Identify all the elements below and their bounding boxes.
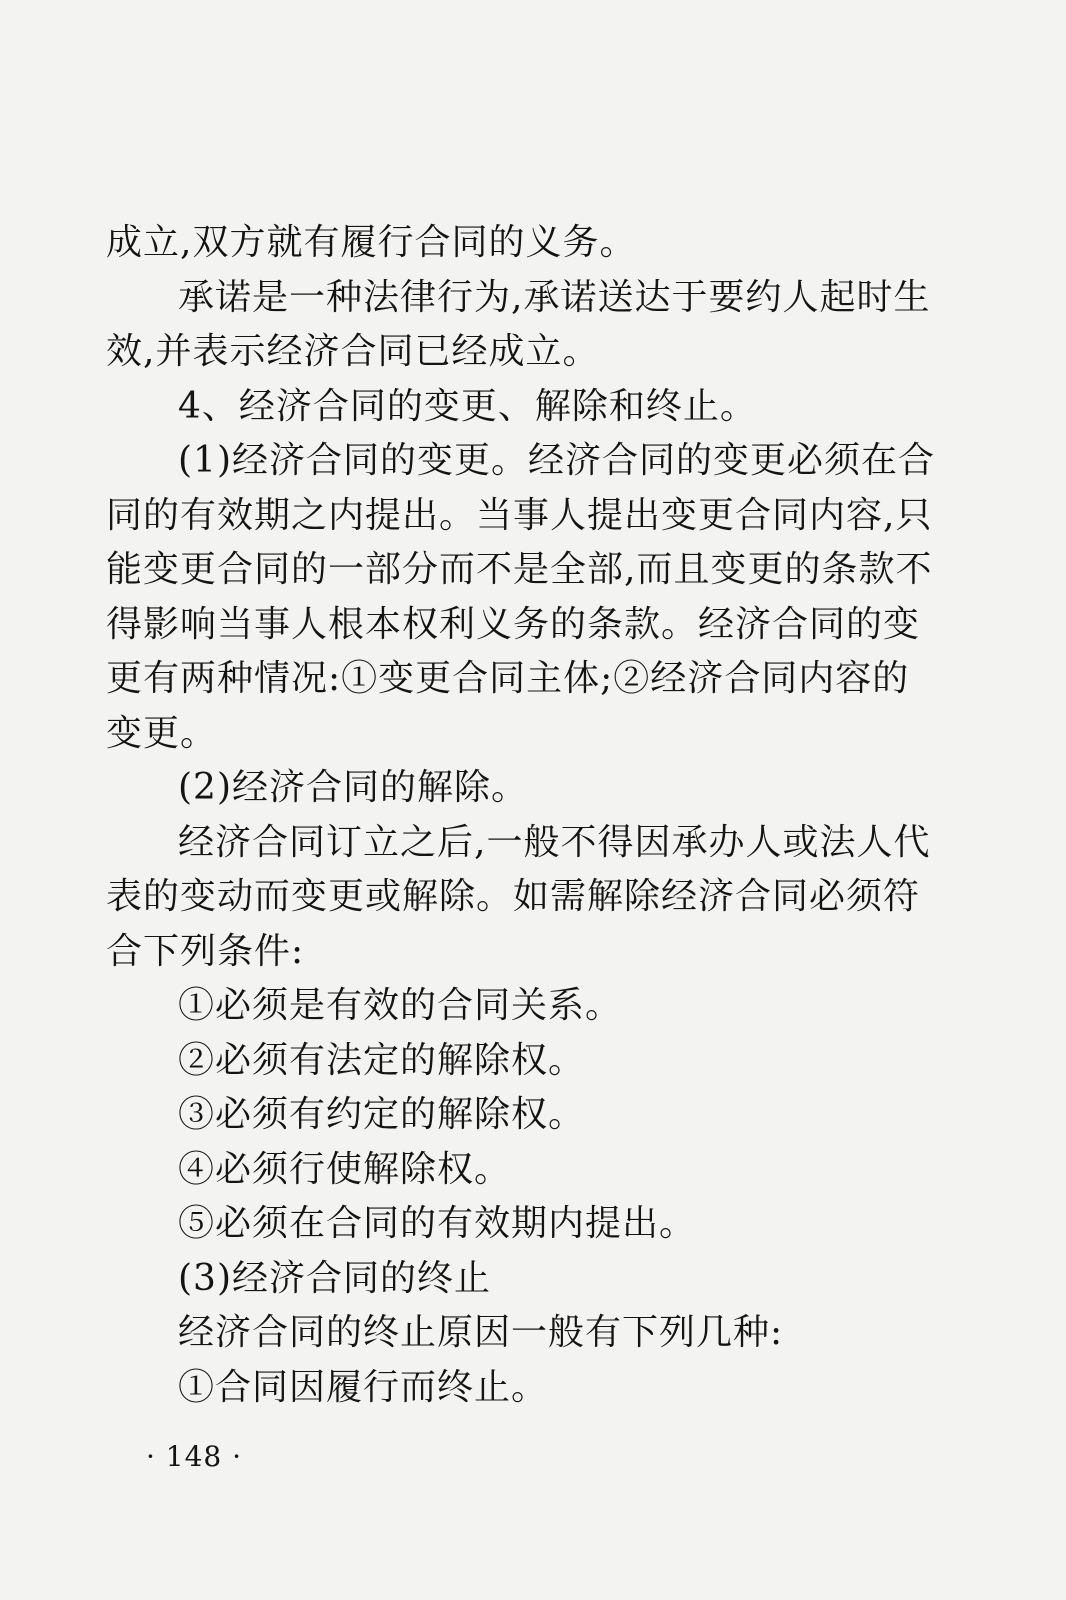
list-item: ①必须是有效的合同关系。	[178, 985, 623, 1026]
body-text	[106, 216, 936, 1415]
text-line: 效,并表示经济合同已经成立。	[106, 331, 600, 372]
subsection-heading: (1)经济合同的变更。经济合同的变更必须在合	[178, 440, 935, 481]
text-line: 同的有效期之内提出。当事人提出变更合同内容,只	[106, 494, 933, 536]
list-item: ⑤必须在合同的有效期内提出。	[178, 1203, 697, 1244]
list-item: ④必须行使解除权。	[178, 1148, 512, 1190]
list-item: ②必须有法定的解除权。	[178, 1039, 586, 1081]
subsection-heading: (2)经济合同的解除。	[178, 767, 528, 808]
text-line: 表的变动而变更或解除。如需解除经济合同必须符	[106, 876, 921, 917]
list-item: ①合同因履行而终止。	[178, 1366, 549, 1408]
subsection-heading: (3)经济合同的终止	[178, 1257, 491, 1299]
text-line: 承诺是一种法律行为,承诺送达于要约人起时生	[178, 276, 931, 318]
section-heading: 4、经济合同的变更、解除和终止。	[178, 385, 757, 427]
page-number: · 148 ·	[146, 1440, 243, 1473]
text-line: 合下列条件:	[106, 930, 305, 972]
text-line: 经济合同订立之后,一般不得因承办人或法人代	[178, 821, 931, 863]
text-line: 更有两种情况:①变更合同主体;②经济合同内容的	[106, 658, 910, 699]
text-line: 经济合同的终止原因一般有下列几种:	[178, 1312, 784, 1353]
text-line: 能变更合同的一部分而不是全部,而且变更的条款不	[106, 549, 933, 590]
text-line: 成立,双方就有履行合同的义务。	[106, 222, 637, 263]
list-item: ③必须有约定的解除权。	[178, 1094, 586, 1135]
text-line: 变更。	[106, 712, 218, 754]
text-line: 得影响当事人根本权利义务的条款。经济合同的变	[106, 603, 921, 645]
